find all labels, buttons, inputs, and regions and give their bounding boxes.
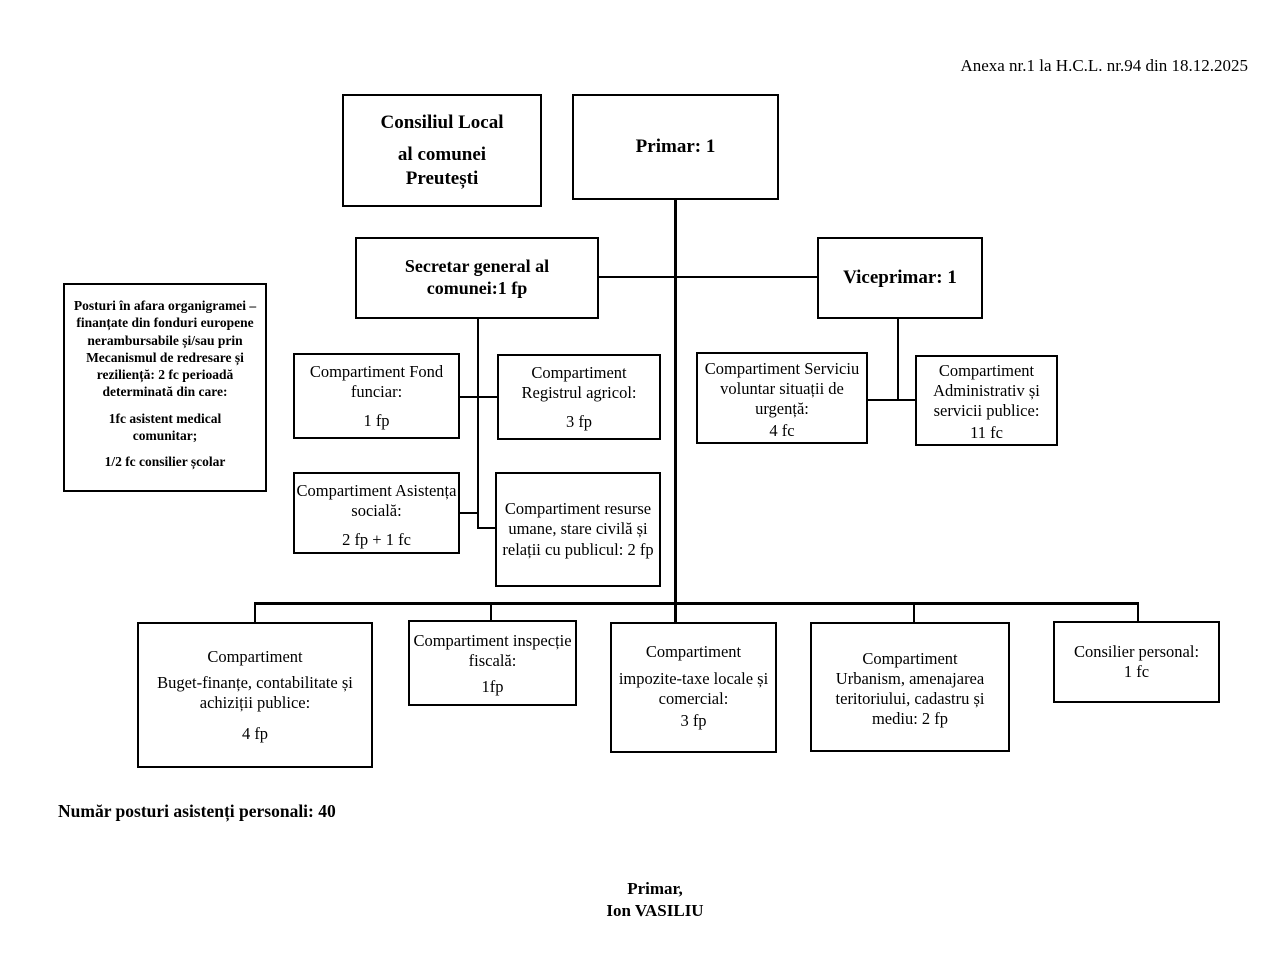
consiliul-local-subtitle: al comunei Preutești [397, 144, 487, 189]
impozite-taxe-count: 3 fp [680, 711, 707, 731]
primar-label: Primar: 1 [635, 136, 716, 158]
org-box-fond-funciar [293, 353, 460, 439]
annex-note: Anexa nr.1 la H.C.L. nr.94 din 18.12.2025 [960, 56, 1248, 75]
connector-serviciu-administrativ [868, 399, 915, 401]
impozite-taxe-title: Compartiment [645, 642, 742, 661]
viceprimar-label: Viceprimar: 1 [843, 267, 957, 289]
side-note-box [63, 283, 267, 492]
org-box-inspectie-fiscala [408, 620, 577, 706]
fond-funciar-count: 1 fp [363, 411, 390, 431]
urbanism-title: Compartiment [862, 649, 958, 668]
org-box-asistenta-sociala [293, 472, 460, 554]
impozite-taxe-label: impozite-taxe locale și comercial: [618, 669, 769, 709]
org-box-primar [572, 94, 779, 200]
asistenta-sociala-label: Compartiment Asistența socială: [296, 481, 457, 521]
org-box-urbanism [810, 622, 1010, 752]
inspectie-fiscala-count: 1fp [481, 677, 504, 697]
signature-name: Ion VASILIU [606, 901, 704, 921]
connector-asistenta-stub [460, 512, 479, 514]
org-box-serviciu-voluntar [696, 352, 868, 444]
org-box-administrativ [915, 355, 1058, 446]
consilier-personal-label: Consilier personal: [1073, 641, 1200, 661]
buget-finante-count: 4 fp [241, 724, 269, 744]
serviciu-voluntar-count: 4 fc [769, 421, 795, 441]
org-box-registrul-agricol [497, 354, 661, 440]
buget-finante-title: Compartiment [207, 647, 303, 666]
administrativ-count: 11 fc [970, 423, 1003, 443]
side-note-para3: 1/2 fc consilier școlar [104, 454, 226, 470]
connector-drop-inspectie [490, 602, 492, 620]
consiliul-local-title: Consiliul Local [380, 112, 504, 134]
connector-drop-buget [254, 602, 256, 622]
consilier-personal-count: 1 fc [1123, 662, 1150, 681]
registrul-agricol-label: Compartiment Registrul agricol: [521, 363, 637, 403]
connector-fond-registrul [460, 396, 497, 398]
connector-secretar-viceprimar [598, 276, 817, 278]
org-box-impozite-taxe [610, 622, 777, 753]
administrativ-label: Compartiment Administrativ și servicii publice: [933, 361, 1040, 421]
serviciu-voluntar-label: Compartiment Serviciu voluntar situații de urgență: [704, 359, 860, 419]
org-box-secretar-general [355, 237, 599, 319]
inspectie-fiscala-label: Compartiment inspecție fiscală: [413, 631, 572, 671]
side-note-para1: Posturi în afara organigramei – finanțate din fonduri europene nerambursabile și/sau prin Mecanismul de redresare și reziliență: 2 fc perioadă determinată din care: [73, 298, 257, 400]
urbanism-label: Urbanism, amenajarea teritoriului, cadastru și mediu: 2 fp [835, 669, 985, 729]
connector-viceprimar-vertical [897, 318, 899, 401]
buget-finante-label: Buget-finanțe, contabilitate și achiziții publice: [157, 673, 353, 713]
connector-secretar-vertical [477, 318, 479, 529]
connector-primar-vertical [674, 200, 677, 622]
fond-funciar-label: Compartiment Fond funciar: [309, 362, 444, 402]
org-box-viceprimar [817, 237, 983, 319]
signature-block [545, 878, 765, 922]
personal-assistants-note: Număr posturi asistenți personali: 40 [58, 801, 336, 821]
resurse-umane-label: Compartiment resurse umane, stare civilă și relații cu publicul: 2 fp [502, 499, 654, 559]
connector-drop-urbanism [913, 602, 915, 622]
side-note-para2: 1fc asistent medical comunitar; [108, 410, 222, 443]
org-box-consilier-personal [1053, 621, 1220, 703]
connector-resurse-stub [477, 527, 495, 529]
registrul-agricol-count: 3 fp [565, 412, 593, 432]
org-box-consiliul-local [342, 94, 542, 207]
signature-role: Primar, [627, 879, 683, 898]
org-box-buget-finante [137, 622, 373, 768]
org-box-resurse-umane [495, 472, 661, 587]
secretar-general-label: Secretar general al comunei:1 fp [404, 256, 550, 298]
connector-bottom-row-horizontal [254, 602, 1139, 605]
connector-drop-consilier [1137, 602, 1139, 621]
asistenta-sociala-count: 2 fp + 1 fc [342, 530, 411, 550]
